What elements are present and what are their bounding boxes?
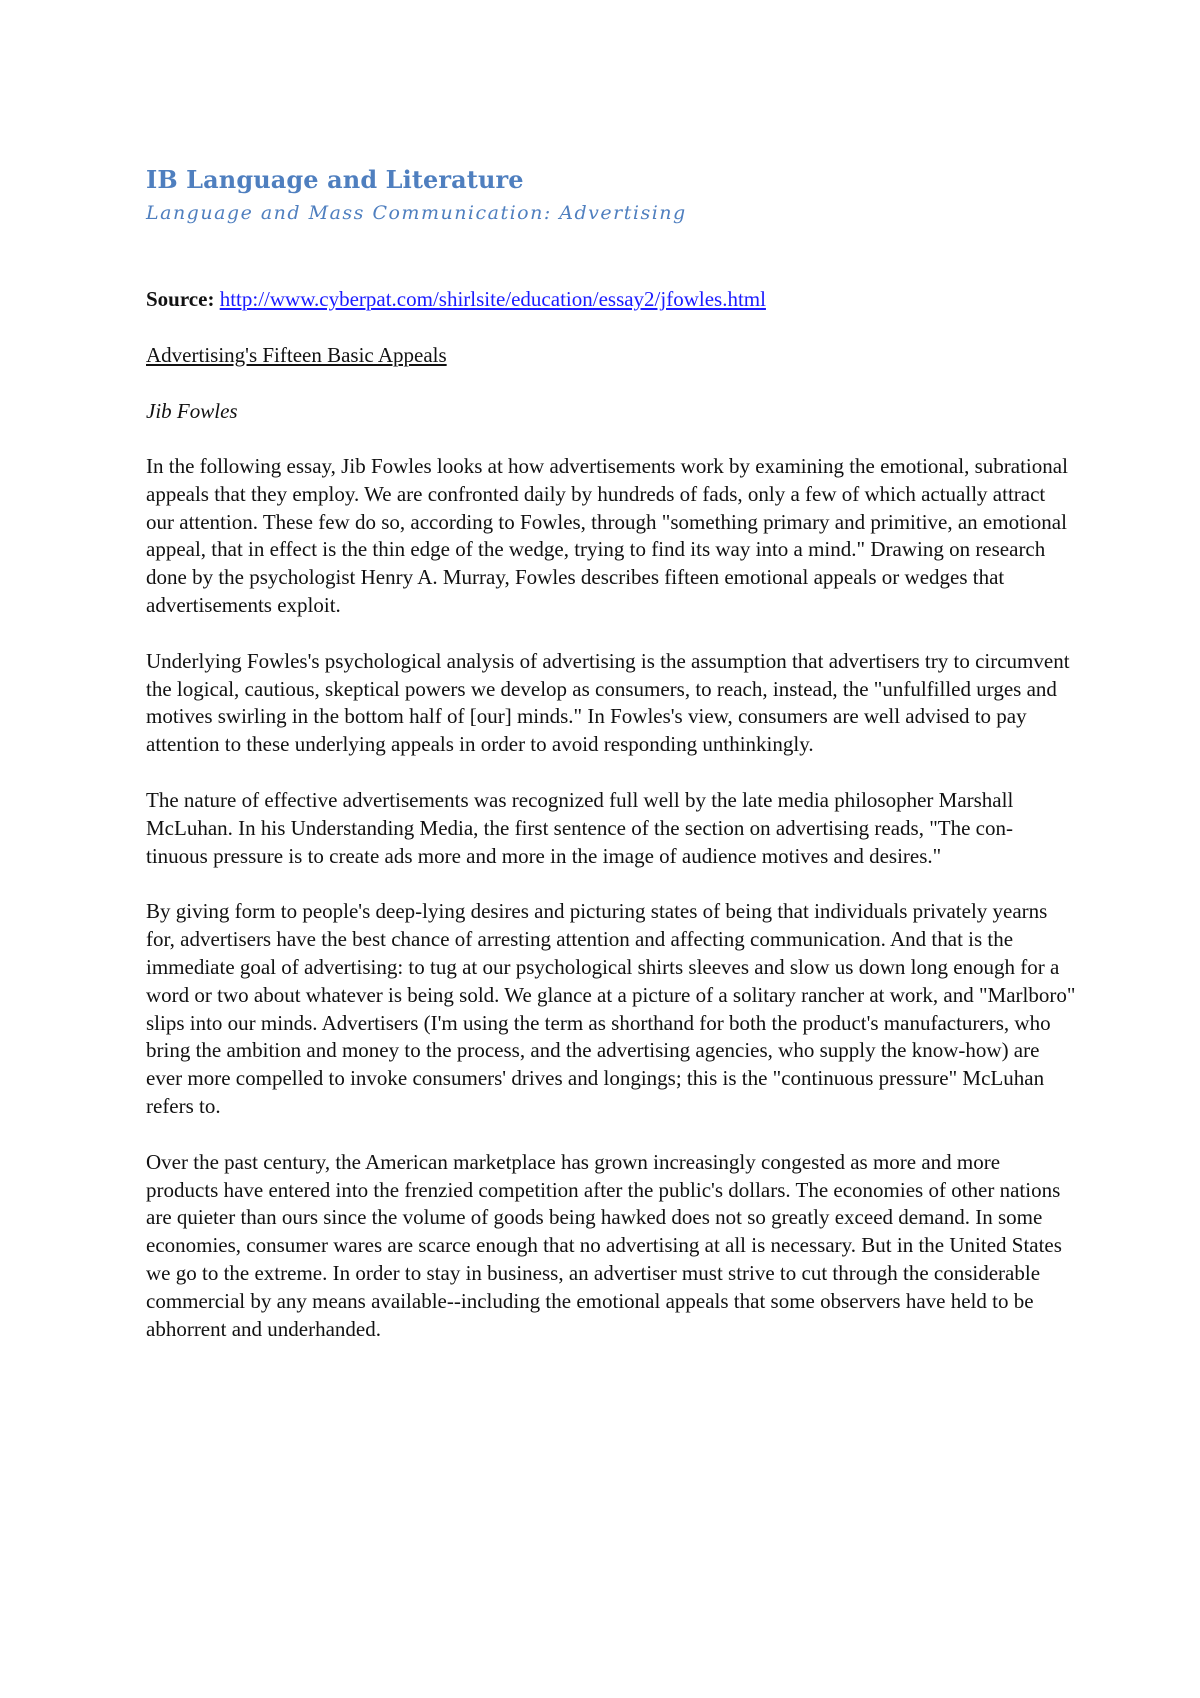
source-label: Source: [146,287,215,311]
paragraph: Underlying Fowles's psychological analysis of advertising is the assumption that advertisers try to circumvent the logical, cautious, skeptical powers we develop as consumers, to reach, instead, the "unfulfilled urges and motives swirling in the bottom half of [our] minds." In Fowles's view, consumers are well advised to pay attention to these underlying appeals in order to avoid responding unthinkingly. [146,648,1070,757]
paragraph: By giving form to people's deep-lying desires and picturing states of being that individuals privately yearns for, advertisers have the best chance of arresting attention and affecting communication. And that is the immediate goal of advertising: to tug at our psychological shirts sleeves and slow us down long enough for a word or two about whatever is being sold. We glance at a picture of a solitary rancher at work, and "Marlboro" slips into our minds. Advertisers (I'm using the term as shorthand for both the product's manufacturers, who bring the ambition and money to the process, and the advertising agencies, who supply the know-how) are ever more compelled to invoke consumers' drives and longings; this is the "continuous pressure" McLuhan refers to. [146,899,1076,1118]
document-subtitle: Language and Mass Communication: Advertising [146,202,687,224]
document-page [146,165,1076,1343]
source-line [146,285,1076,313]
paragraph: In the following essay, Jib Fowles looks at how advertisements work by examining the emotional, subrational appeals that they employ. We are confronted daily by hundreds of fads, only a few of which actually attract our attention. These few do so, according to Fowles, through "something primary and primitive, an emotional appeal, that in effect is the thin edge of the wedge, trying to find its way into a mind." Drawing on research done by the psychologist Henry A. Murray, Fowles describes fifteen emotional appeals or wedges that advertisements exploit. [146,454,1068,617]
paragraph: The nature of effective advertisements was recognized full well by the late media philosopher Marshall McLuhan. In his Understanding Media, the first sentence of the section on advertising reads, "The con- tinuous pressure is to create ads more and more in the image of audience motives and desires." [146,787,1014,868]
document-title: IB Language and Literature [146,165,524,194]
source-link[interactable]: http://www.cyberpat.com/shirlsite/education/essay2/jfowles.html [219,287,766,311]
paragraph: Over the past century, the American marketplace has grown increasingly congested as more and more products have entered into the frenzied competition after the public's dollars. The economies of other nations are quieter than ours since the volume of goods being hawked does not so greatly exceed demand. In some economies, consumer wares are scarce enough that no advertising at all is necessary. But in the United States we go to the extreme. In order to stay in business, an advertiser must strive to cut through the considerable commercial by any means available--including the emotional appeals that some observers have held to be abhorrent and underhanded. [146,1149,1062,1341]
essay-title: Advertising's Fifteen Basic Appeals [146,343,447,367]
essay-author: Jib Fowles [146,399,238,423]
